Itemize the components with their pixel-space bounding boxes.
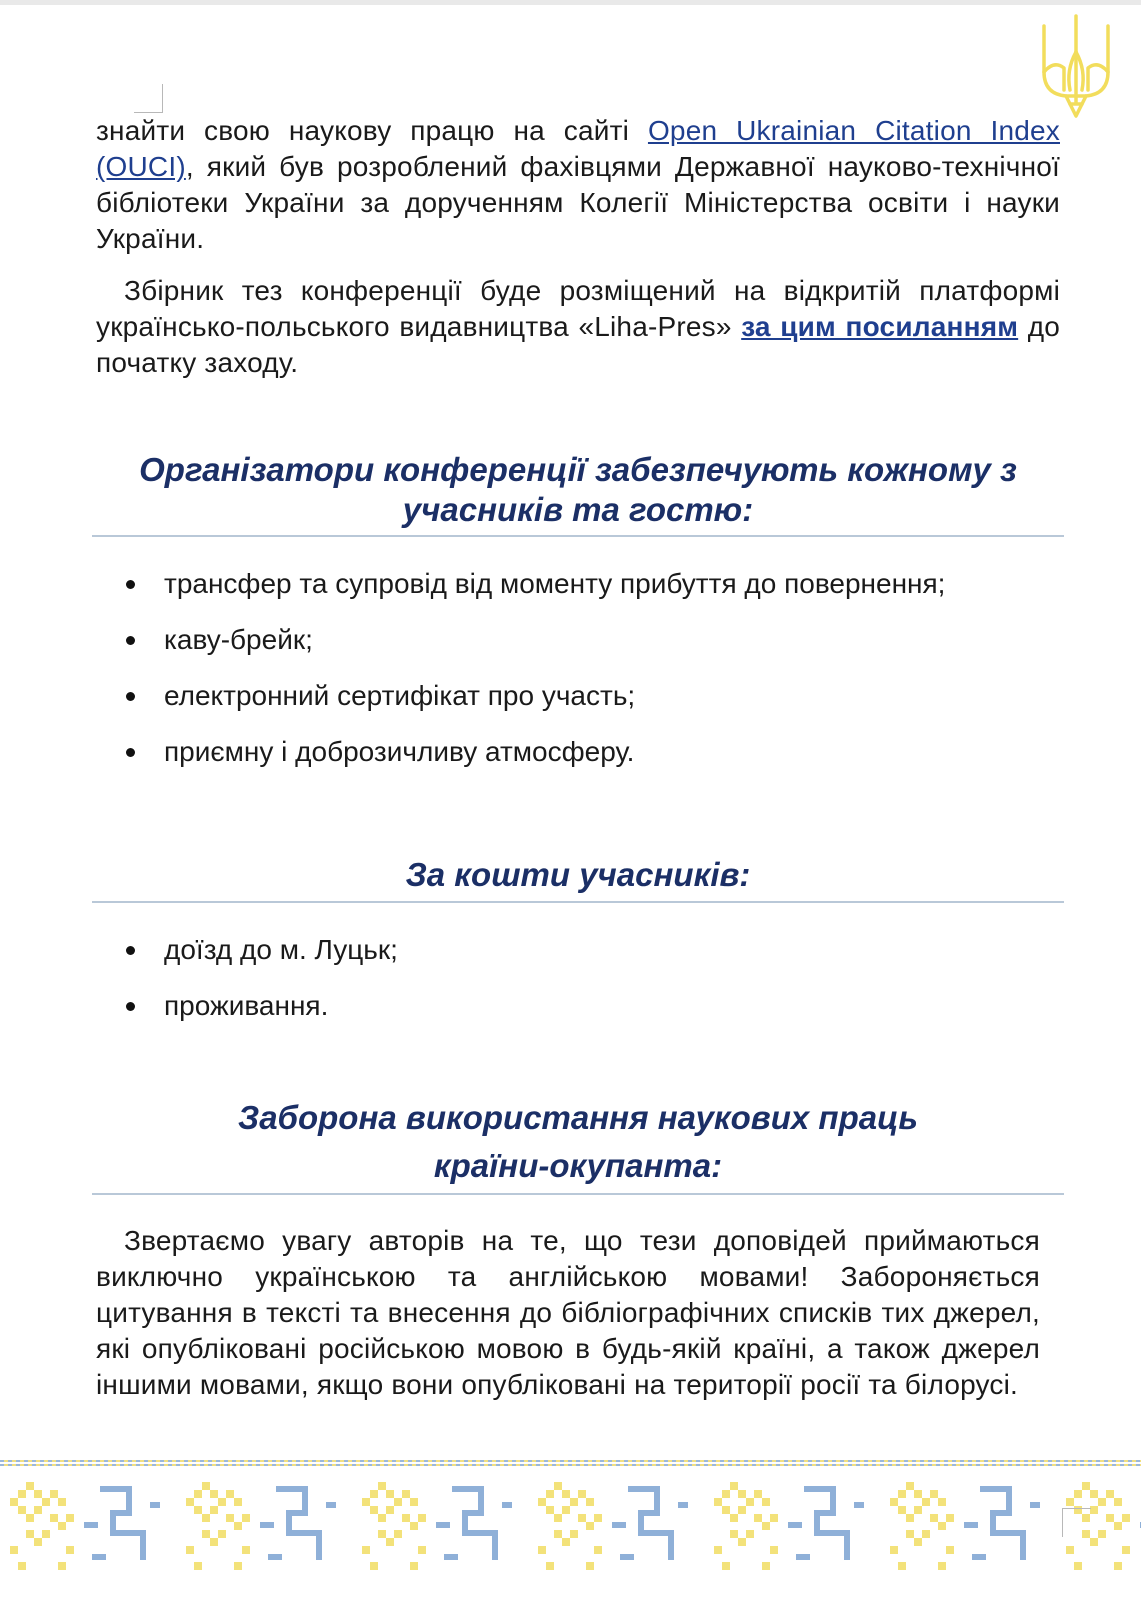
viewer-top-bar	[0, 0, 1141, 5]
section-divider	[92, 901, 1064, 903]
crop-mark-bottom-right	[1062, 1508, 1091, 1537]
crop-mark-top-left	[134, 84, 163, 113]
participants-cost-heading: За кошти учасників:	[405, 856, 751, 893]
proceedings-paragraph: Збірник тез конференції буде розміщений на відкритій платформі українсько-польського видавництва «Liha-Pres» за цим посиланням до початку заходу.	[96, 275, 1061, 378]
proceedings-link[interactable]: за цим посиланням	[741, 311, 1019, 342]
participants-cost-list	[122, 932, 398, 1044]
occupier-ban-heading: Заборона використання наукових праць країни-окупанта:	[238, 1099, 918, 1184]
list-item: електронний сертифікат про участь;	[122, 678, 945, 734]
page-content	[96, 113, 1060, 381]
section-divider	[92, 535, 1064, 537]
organizers-list	[122, 566, 945, 790]
list-item: проживання.	[122, 988, 398, 1044]
ouci-link[interactable]: Open Ukrainian Citation Index (OUCI)	[96, 115, 1060, 182]
list-item: каву-брейк;	[122, 622, 945, 678]
list-item: доїзд до м. Луцьк;	[122, 932, 398, 988]
embroidery-ornament	[0, 1458, 1141, 1600]
organizers-heading: Організатори конференції забезпечують кожному з учасників та гостю:	[139, 451, 1017, 528]
list-item: трансфер та супровід від моменту прибуття до повернення;	[122, 566, 945, 622]
ouci-paragraph: знайти свою наукову працю на сайті Open Ukrainian Citation Index (OUCI), який був розроблений фахівцями Державної науково-технічної бібліотеки України за дорученням Колегії Міністерства освіти і науки України.	[96, 115, 1060, 254]
trident-icon	[1040, 12, 1112, 122]
section-divider	[92, 1193, 1064, 1195]
occupier-ban-paragraph: Звертаємо увагу авторів на те, що тези доповідей приймаються виключно українською та англійською мовами! Забороняється цитування в тексті та внесення до бібліографічних списків тих джерел, які опубліковані російською мовою в будь-якій країні, а також джерел іншими мовами, якщо вони опубліковані на території росії та білорусі.	[96, 1225, 1040, 1400]
list-item: приємну і доброзичливу атмосферу.	[122, 734, 945, 790]
